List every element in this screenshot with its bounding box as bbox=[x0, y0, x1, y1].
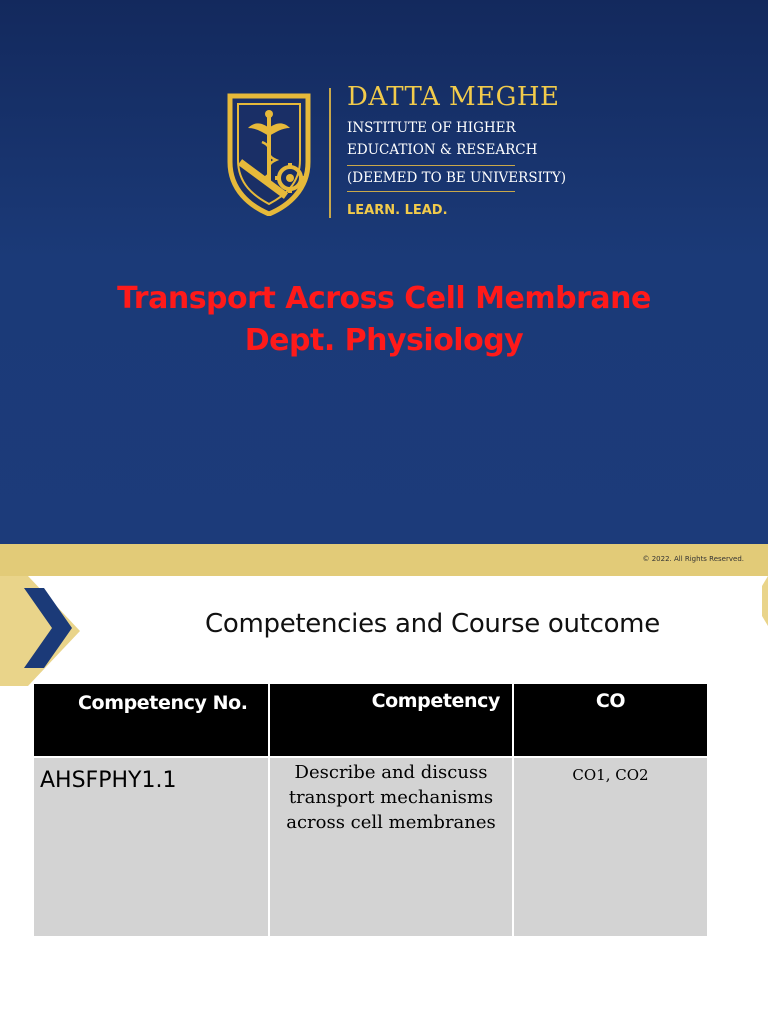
institution-name: DATTA MEGHE bbox=[347, 82, 560, 112]
crest-icon bbox=[226, 92, 312, 216]
institution-line-3: (DEEMED TO BE UNIVERSITY) bbox=[347, 170, 567, 186]
competency-table bbox=[32, 682, 709, 938]
institution-line-2: EDUCATION & RESEARCH bbox=[347, 142, 538, 158]
copyright-text: © 2022. All Rights Reserved. bbox=[642, 555, 744, 563]
slide-title-line-2: Dept. Physiology bbox=[244, 323, 524, 358]
header-co: CO bbox=[513, 683, 708, 757]
table-row bbox=[33, 757, 708, 937]
header-competency-no: Competency No. bbox=[33, 683, 269, 757]
corner-decoration-icon bbox=[762, 576, 768, 626]
competency-slide bbox=[0, 576, 768, 1024]
slide-title-line-1: Transport Across Cell Membrane bbox=[117, 281, 651, 316]
header-competency: Competency bbox=[269, 683, 513, 757]
cell-competency-no: AHSFPHY1.1 bbox=[33, 757, 269, 937]
slide-2-title: Competencies and Course outcome bbox=[205, 609, 660, 639]
cell-competency: Describe and discuss transport mechanisms across cell membranes bbox=[269, 757, 513, 937]
institution-tagline: LEARN. LEAD. bbox=[347, 203, 448, 218]
table-header-row bbox=[33, 683, 708, 757]
institution-line-1: INSTITUTE OF HIGHER bbox=[347, 120, 516, 136]
slide-title bbox=[0, 278, 768, 362]
cell-co: CO1, CO2 bbox=[513, 757, 708, 937]
institution-logo bbox=[226, 82, 567, 222]
chevron-decoration-icon bbox=[0, 576, 80, 686]
logo-rule-1 bbox=[347, 165, 515, 166]
logo-divider bbox=[329, 88, 331, 218]
logo-rule-2 bbox=[347, 191, 515, 192]
